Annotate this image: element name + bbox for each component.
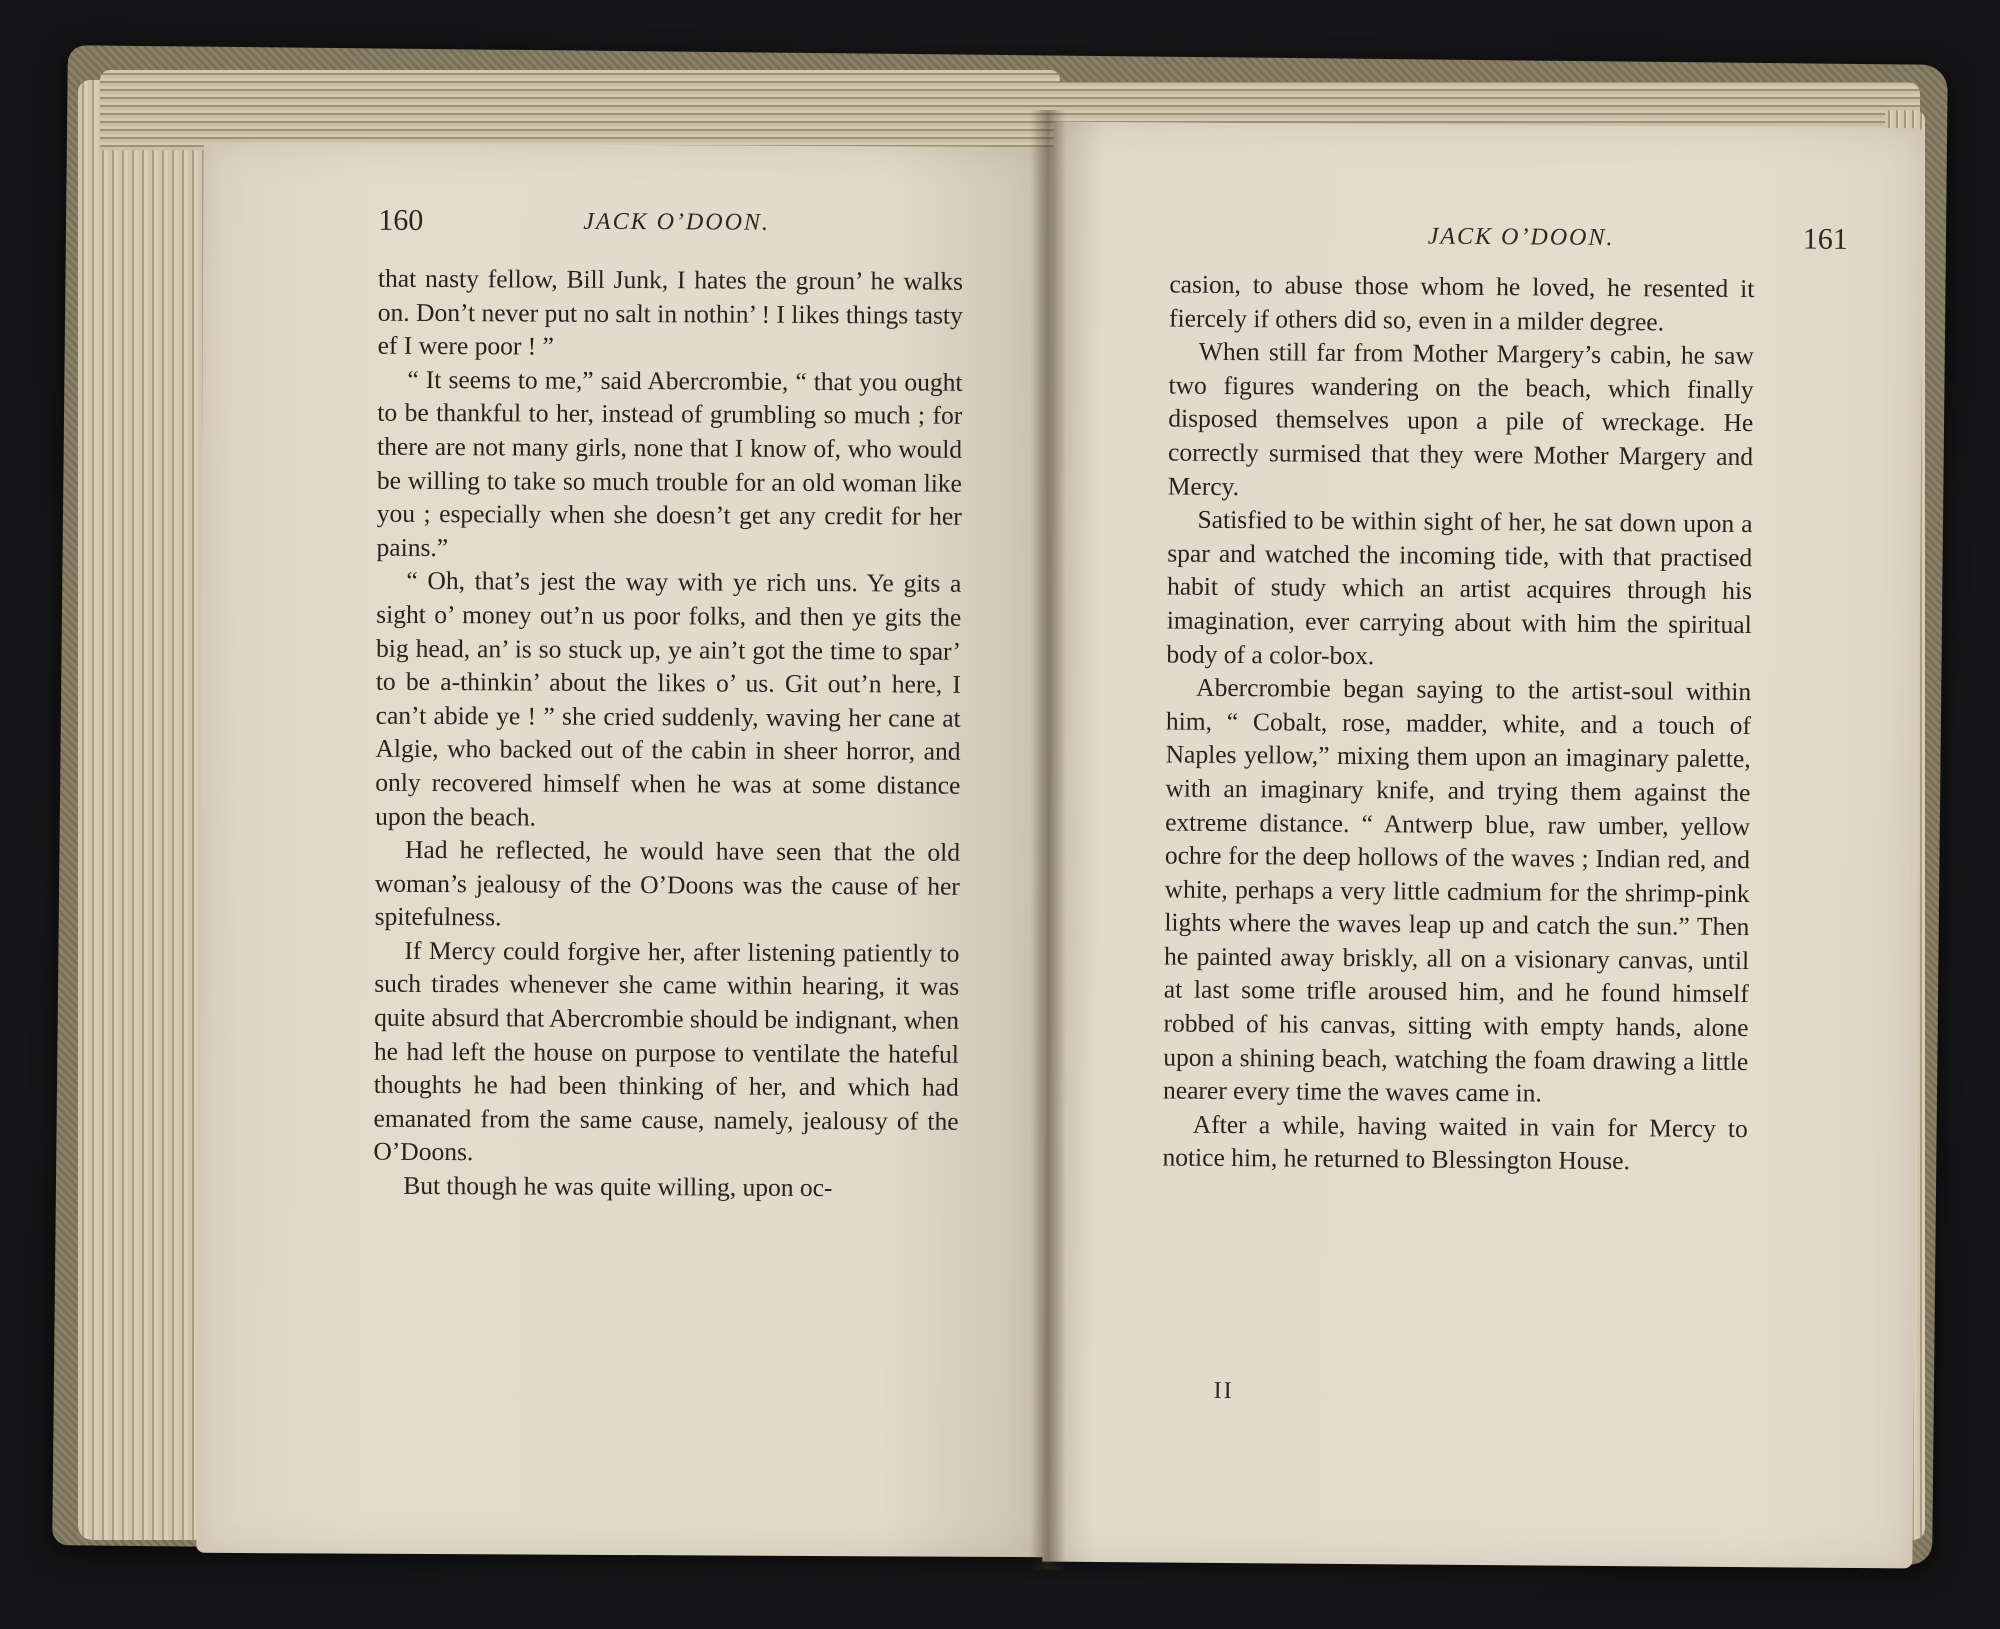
paragraph: Abercrombie began saying to the artist-soul within him, “ Cobalt, rose, madder, white, and a touch of Naples yellow,” mixing them upon an imaginary palette, with an imaginary knife, and trying them against the extreme distance. “ Antwerp blue, raw umber, yellow ochre for the deep hollows of the waves ; Indian red, and white, perhaps a very little cadmium for the shrimp-pink lights where the waves leap up and catch the sun.” Then he painted away briskly, all on a visionary canvas, until at last some trifle aroused him, and he found himself robbed of his canvas, sitting with empty hands, alone upon a shining beach, watching the foam drawing a little nearer every time the waves came in. (1162, 672, 1752, 1108)
paragraph: that nasty fellow, Bill Junk, I hates the groun’ he walks on. Don’t never put no salt in nothin’ ! I likes things tasty ef I were poor ! ” (377, 263, 964, 361)
left-page-body (373, 262, 963, 1206)
paragraph: After a while, having waited in vain for Mercy to notice him, he returned to Blessington House. (1162, 1109, 1748, 1176)
running-head: JACK O’DOON. (583, 208, 771, 236)
paragraph: If Mercy could forgive her, after listening patiently to such tirades whenever she came within hearing, it was quite absurd that Abercrombie should be indignant, when he had left the house on purpose to ventilate the hateful thoughts he had been thinking of her, and which had emanated from the same cause, namely, jealousy of the O’Doons. (373, 935, 960, 1167)
page-number: 161 (1802, 222, 1848, 256)
running-head: JACK O’DOON. (1427, 223, 1615, 252)
paragraph: casion, to abuse those whom he loved, he resented it fiercely if others did so, even in a milder degree. (1169, 269, 1755, 336)
left-page (196, 143, 1053, 1557)
right-page-header (1158, 217, 1848, 262)
right-page (1042, 122, 1923, 1569)
paragraph: Satisfied to be within sight of her, he sat down upon a spar and watched the incoming tide, with that practised habit of study which an artist acquires through his imagination, ever carrying about with him the spiritual body of a color-box. (1166, 504, 1753, 670)
left-page-header (378, 204, 973, 247)
paragraph: When still far from Mother Margery’s cabin, he saw two figures wandering on the beach, which finally disposed themselves upon a pile of wreckage. He correctly surmised that they were Mother Margery and Mercy. (1167, 336, 1754, 501)
paragraph: But though he was quite willing, upon oc- (403, 1170, 833, 1203)
book-gutter (1030, 110, 1066, 1570)
signature-mark: II (1213, 1377, 1234, 1405)
page-number: 160 (378, 203, 424, 237)
paragraph: “ It seems to me,” said Abercrombie, “ that you ought to be thankful to her, instead of grumbling so much ; for there are not many girls, none that I know of, who would be willing to take so much trouble for an old woman like you ; especially when she doesn’t get any credit for her pains.” (376, 364, 963, 562)
right-page-body (1162, 268, 1754, 1180)
paragraph: “ Oh, that’s jest the way with ye rich uns. Ye gits a sight o’ money out’n us poor folks, and then ye gits the big head, an’ is so stuck up, ye ain’t got the time to spar’ to be a-thinkin’ about the likes o’ us. Git out’n here, I can’t abide ye ! ” she cried suddenly, waving her cane at Algie, who backed out of the cabin in sheer horror, and only recovered himself when he was at some distance upon the beach. (375, 566, 962, 832)
top-page-edges-left (100, 70, 1060, 150)
paragraph: Had he reflected, he would have seen that the old woman’s jealousy of the O’Doons was the cause of her spitefulness. (374, 834, 961, 932)
